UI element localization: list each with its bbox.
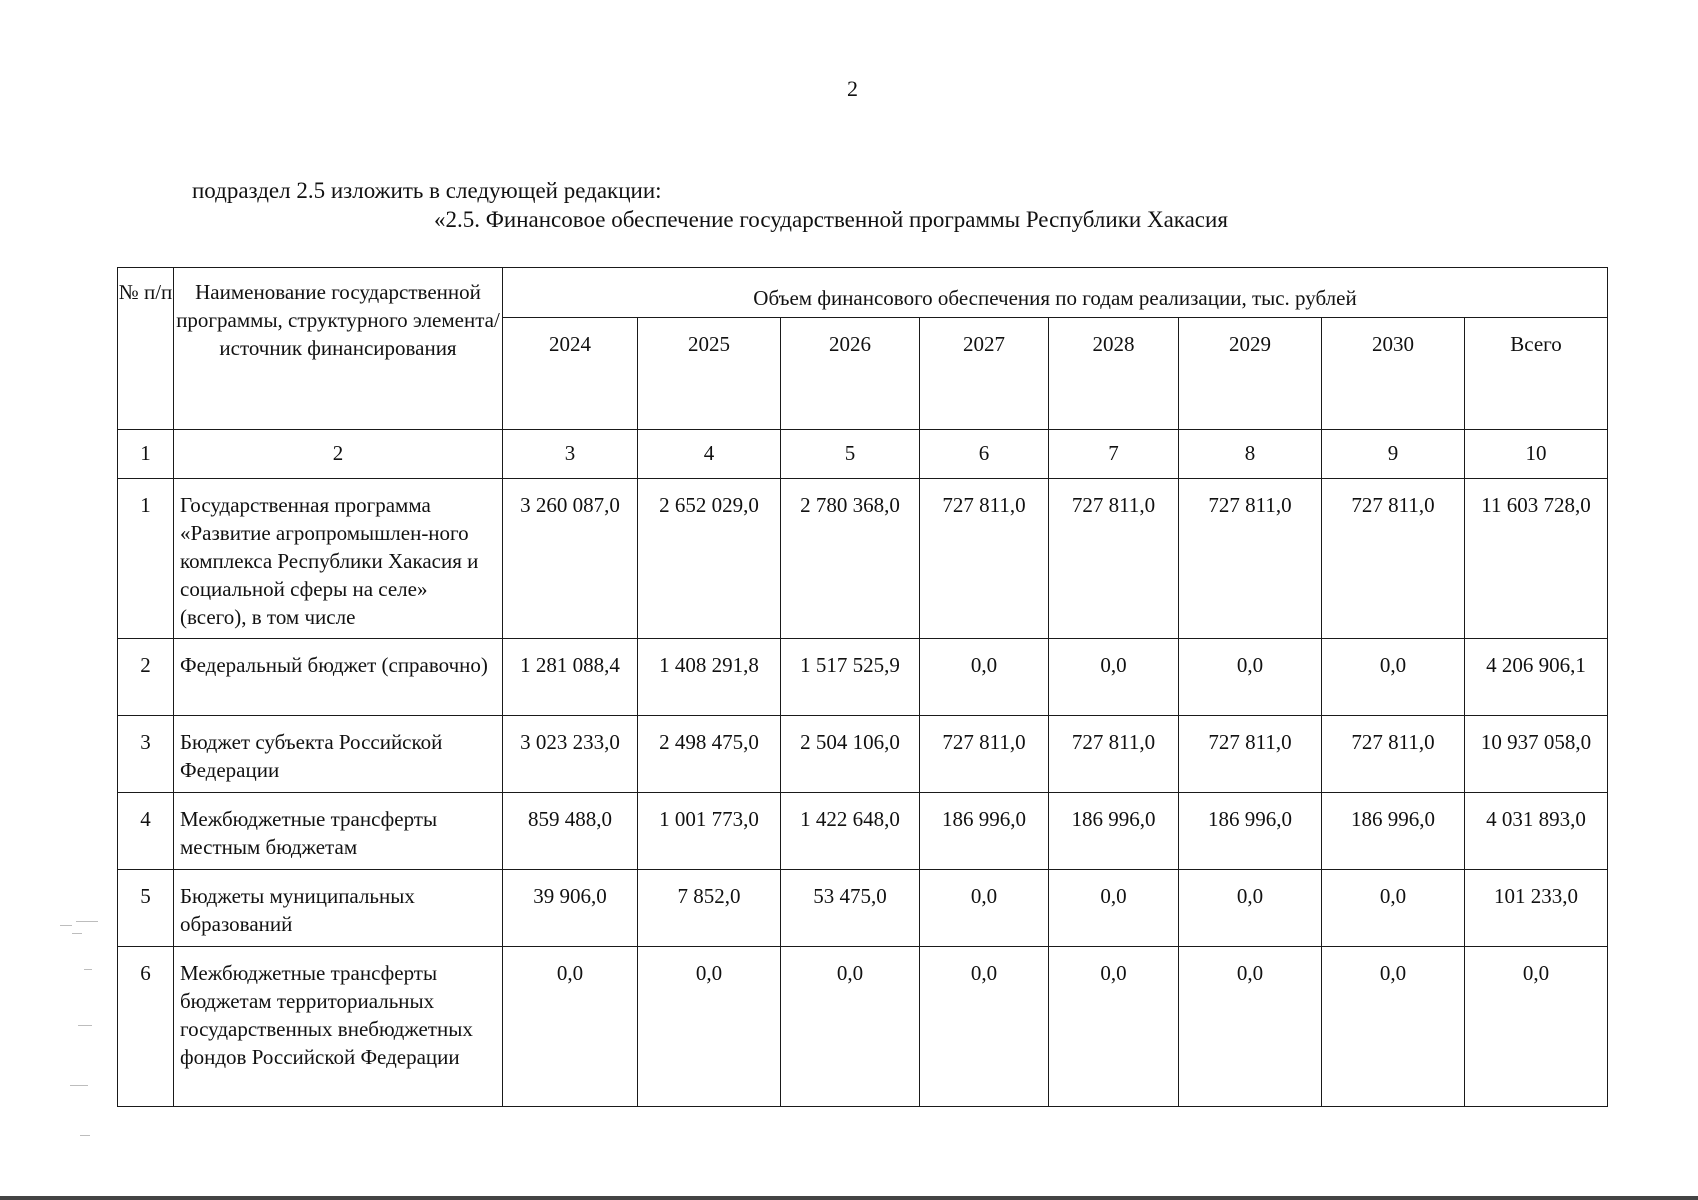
value-total: 4 031 893,0 — [1465, 793, 1608, 870]
value-2026: 2 780 368,0 — [781, 479, 920, 639]
row-name: Бюджет субъекта Российской Федерации — [174, 716, 503, 793]
value-2025: 1 001 773,0 — [638, 793, 781, 870]
value-2029: 727 811,0 — [1179, 479, 1322, 639]
value-2030: 727 811,0 — [1322, 716, 1465, 793]
value-total: 101 233,0 — [1465, 870, 1608, 947]
value-total: 11 603 728,0 — [1465, 479, 1608, 639]
value-total: 10 937 058,0 — [1465, 716, 1608, 793]
value-2030: 0,0 — [1322, 947, 1465, 1107]
page-number: 2 — [847, 76, 858, 101]
header-year-2024: 2024 — [503, 318, 638, 430]
value-2024: 3 023 233,0 — [503, 716, 638, 793]
value-2028: 0,0 — [1049, 639, 1179, 716]
header-name-cell: Наименование государственной программы, структурного элемента/источник финансирования — [174, 268, 503, 430]
row-number: 2 — [118, 639, 174, 716]
header-volume-cell: Объем финансового обеспечения по годам реализации, тыс. рублей — [503, 268, 1608, 318]
index-cell: 7 — [1049, 430, 1179, 479]
row-number: 5 — [118, 870, 174, 947]
scan-edge-marks — [58, 915, 108, 1135]
value-2028: 0,0 — [1049, 870, 1179, 947]
value-2029: 727 811,0 — [1179, 716, 1322, 793]
value-2030: 727 811,0 — [1322, 479, 1465, 639]
value-2027: 727 811,0 — [920, 479, 1049, 639]
row-name: Государственная программа «Развитие агропромышлен-ного комплекса Республики Хакасия и социальной сферы на селе» (всего), в том числе — [174, 479, 503, 639]
value-2027: 0,0 — [920, 947, 1049, 1107]
row-number: 4 — [118, 793, 174, 870]
index-cell: 6 — [920, 430, 1049, 479]
value-2024: 0,0 — [503, 947, 638, 1107]
header-total: Всего — [1465, 318, 1608, 430]
row-name: Федеральный бюджет (справочно) — [174, 639, 503, 716]
value-2026: 0,0 — [781, 947, 920, 1107]
index-row — [118, 430, 1608, 479]
value-2027: 0,0 — [920, 639, 1049, 716]
row-name: Бюджеты муниципальных образований — [174, 870, 503, 947]
value-2025: 0,0 — [638, 947, 781, 1107]
value-2029: 0,0 — [1179, 870, 1322, 947]
value-2027: 186 996,0 — [920, 793, 1049, 870]
scan-bottom-edge — [0, 1196, 1698, 1200]
header-year-2025: 2025 — [638, 318, 781, 430]
index-cell: 8 — [1179, 430, 1322, 479]
header-year-2030: 2030 — [1322, 318, 1465, 430]
index-cell: 9 — [1322, 430, 1465, 479]
row-number: 1 — [118, 479, 174, 639]
value-2029: 0,0 — [1179, 947, 1322, 1107]
table-row — [118, 870, 1608, 947]
value-total: 4 206 906,1 — [1465, 639, 1608, 716]
table-row — [118, 793, 1608, 870]
value-2028: 727 811,0 — [1049, 479, 1179, 639]
table-row — [118, 639, 1608, 716]
value-2024: 859 488,0 — [503, 793, 638, 870]
value-2030: 186 996,0 — [1322, 793, 1465, 870]
row-number: 3 — [118, 716, 174, 793]
value-2024: 1 281 088,4 — [503, 639, 638, 716]
value-2026: 1 517 525,9 — [781, 639, 920, 716]
value-2028: 727 811,0 — [1049, 716, 1179, 793]
value-2025: 1 408 291,8 — [638, 639, 781, 716]
value-2030: 0,0 — [1322, 870, 1465, 947]
value-total: 0,0 — [1465, 947, 1608, 1107]
value-2027: 727 811,0 — [920, 716, 1049, 793]
value-2029: 0,0 — [1179, 639, 1322, 716]
value-2027: 0,0 — [920, 870, 1049, 947]
value-2026: 1 422 648,0 — [781, 793, 920, 870]
section-title: «2.5. Финансовое обеспечение государственной программы Республики Хакасия — [434, 207, 1228, 232]
header-num-cell: № п/п — [118, 268, 174, 430]
index-cell: 2 — [174, 430, 503, 479]
table-row — [118, 716, 1608, 793]
row-number: 6 — [118, 947, 174, 1107]
value-2030: 0,0 — [1322, 639, 1465, 716]
value-2028: 0,0 — [1049, 947, 1179, 1107]
financing-table — [117, 267, 1608, 1107]
value-2029: 186 996,0 — [1179, 793, 1322, 870]
value-2025: 2 498 475,0 — [638, 716, 781, 793]
value-2026: 2 504 106,0 — [781, 716, 920, 793]
value-2026: 53 475,0 — [781, 870, 920, 947]
header-year-2027: 2027 — [920, 318, 1049, 430]
index-cell: 1 — [118, 430, 174, 479]
index-cell: 10 — [1465, 430, 1608, 479]
header-year-2028: 2028 — [1049, 318, 1179, 430]
header-year-2029: 2029 — [1179, 318, 1322, 430]
index-cell: 3 — [503, 430, 638, 479]
index-cell: 4 — [638, 430, 781, 479]
table-row — [118, 479, 1608, 639]
value-2024: 39 906,0 — [503, 870, 638, 947]
index-cell: 5 — [781, 430, 920, 479]
value-2028: 186 996,0 — [1049, 793, 1179, 870]
value-2025: 2 652 029,0 — [638, 479, 781, 639]
intro-text: подраздел 2.5 изложить в следующей редакции: — [192, 178, 662, 203]
value-2024: 3 260 087,0 — [503, 479, 638, 639]
row-name: Межбюджетные трансферты бюджетам территориальных государственных внебюджетных фондов Российской Федерации — [174, 947, 503, 1107]
value-2025: 7 852,0 — [638, 870, 781, 947]
header-year-2026: 2026 — [781, 318, 920, 430]
table-row — [118, 947, 1608, 1107]
row-name: Межбюджетные трансферты местным бюджетам — [174, 793, 503, 870]
